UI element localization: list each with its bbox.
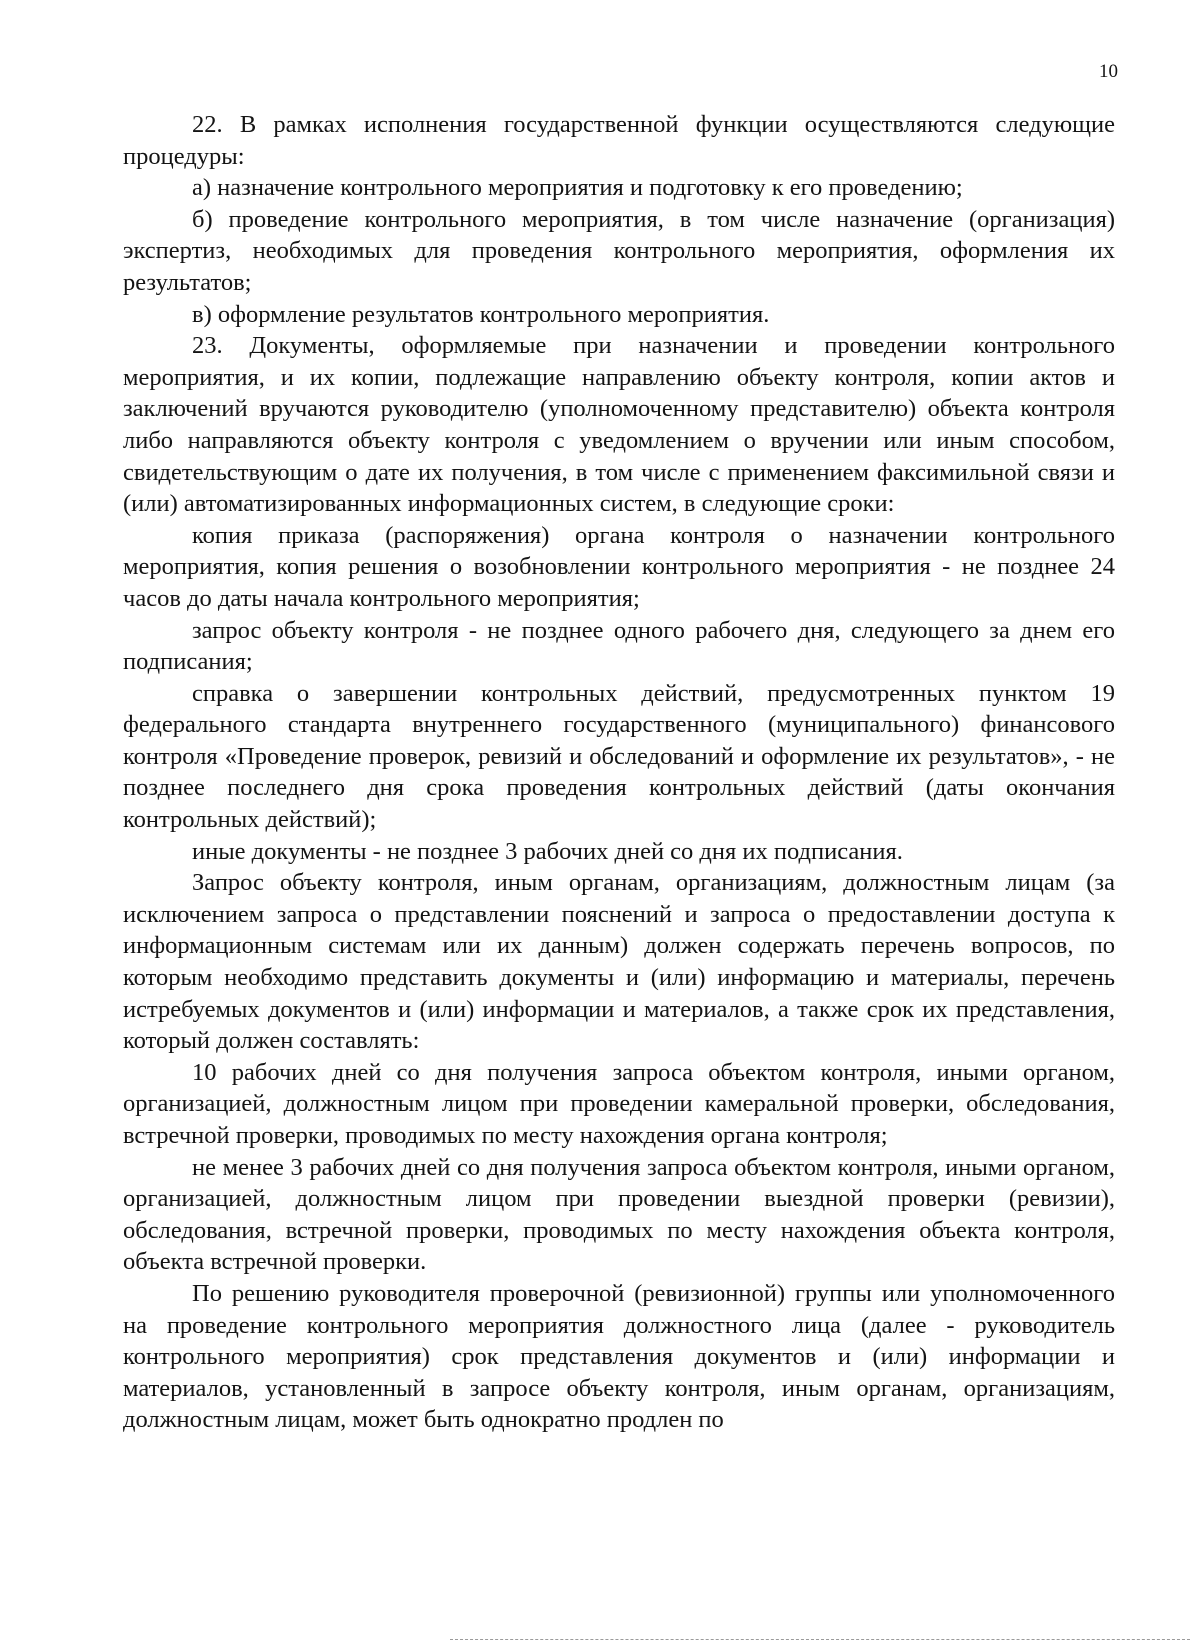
deadline-item-certificate: справка о завершении контрольных действий, предусмотренных пунктом 19 федерального стандарта внутреннего государственного (муниципального) финансового контроля «Проведение проверок, ревизий и обследований и оформление их результатов», - не позднее последнего дня срока проведения контрольных действий (даты окончания контрольных действий); bbox=[123, 679, 1115, 834]
paragraph-23-intro: 23. Документы, оформляемые при назначении и проведении контрольного мероприятия, и их копии, подлежащие направлению объекту контроля, копии актов и заключений вручаются руководителю (уполномоченному представителю) объекта контроля либо направляются объекту контроля с уведомлением о вручении или иным способом, свидетельствующим о дате их получения, в том числе с применением факсимильной связи и (или) автоматизированных информационных систем, в следующие сроки: bbox=[123, 332, 1115, 518]
footer-divider bbox=[450, 1639, 1190, 1640]
deadline-item-order-copy: копия приказа (распоряжения) органа контроля о назначении контрольного мероприятия, копия решения о возобновлении контрольного мероприятия - не позднее 24 часов до даты начала контрольного мероприятия; bbox=[123, 521, 1115, 612]
document-body bbox=[123, 109, 1115, 1436]
list-item-v: в) оформление результатов контрольного мероприятия. bbox=[192, 300, 770, 328]
paragraph-22-intro: 22. В рамках исполнения государственной функции осуществляются следующие процедуры: bbox=[123, 111, 1115, 170]
term-item-3-days: не менее 3 рабочих дней со дня получения запроса объектом контроля, иными органом, организацией, должностным лицом при проведении выездной проверки (ревизии), обследования, встречной проверки, проводимых по месту нахождения объекта контроля, объекта встречной проверки. bbox=[123, 1153, 1115, 1276]
list-item-b: б) проведение контрольного мероприятия, в том числе назначение (организация) экспертиз, необходимых для проведения контрольного мероприятия, оформления их результатов; bbox=[123, 205, 1115, 296]
paragraph-request-content: Запрос объекту контроля, иным органам, организациям, должностным лицам (за исключением запроса о представлении пояснений и запроса о предоставлении доступа к информационным системам или их данным) должен содержать перечень вопросов, по которым необходимо представить документы и (или) информацию и материалы, перечень истребуемых документов и (или) информации и материалов, а также срок их представления, который должен составлять: bbox=[123, 869, 1115, 1055]
term-item-10-days: 10 рабочих дней со дня получения запроса объектом контроля, иными органом, организацией, должностным лицом при проведении камеральной проверки, обследования, встречной проверки, проводимых по месту нахождения органа контроля; bbox=[123, 1058, 1115, 1149]
deadline-item-request: запрос объекту контроля - не позднее одного рабочего дня, следующего за днем его подписания; bbox=[123, 616, 1115, 676]
deadline-item-other-docs: иные документы - не позднее 3 рабочих дней со дня их подписания. bbox=[192, 837, 903, 865]
paragraph-term-extension: По решению руководителя проверочной (ревизионной) группы или уполномоченного на проведение контрольного мероприятия должностного лица (далее - руководитель контрольного мероприятия) срок представления документов и (или) информации и материалов, установленный в запросе объекту контроля, иным органам, организациям, должностным лицам, может быть однократно продлен по bbox=[123, 1279, 1115, 1434]
page-number: 10 bbox=[1099, 61, 1118, 82]
list-item-a: а) назначение контрольного мероприятия и подготовку к его проведению; bbox=[192, 174, 963, 202]
